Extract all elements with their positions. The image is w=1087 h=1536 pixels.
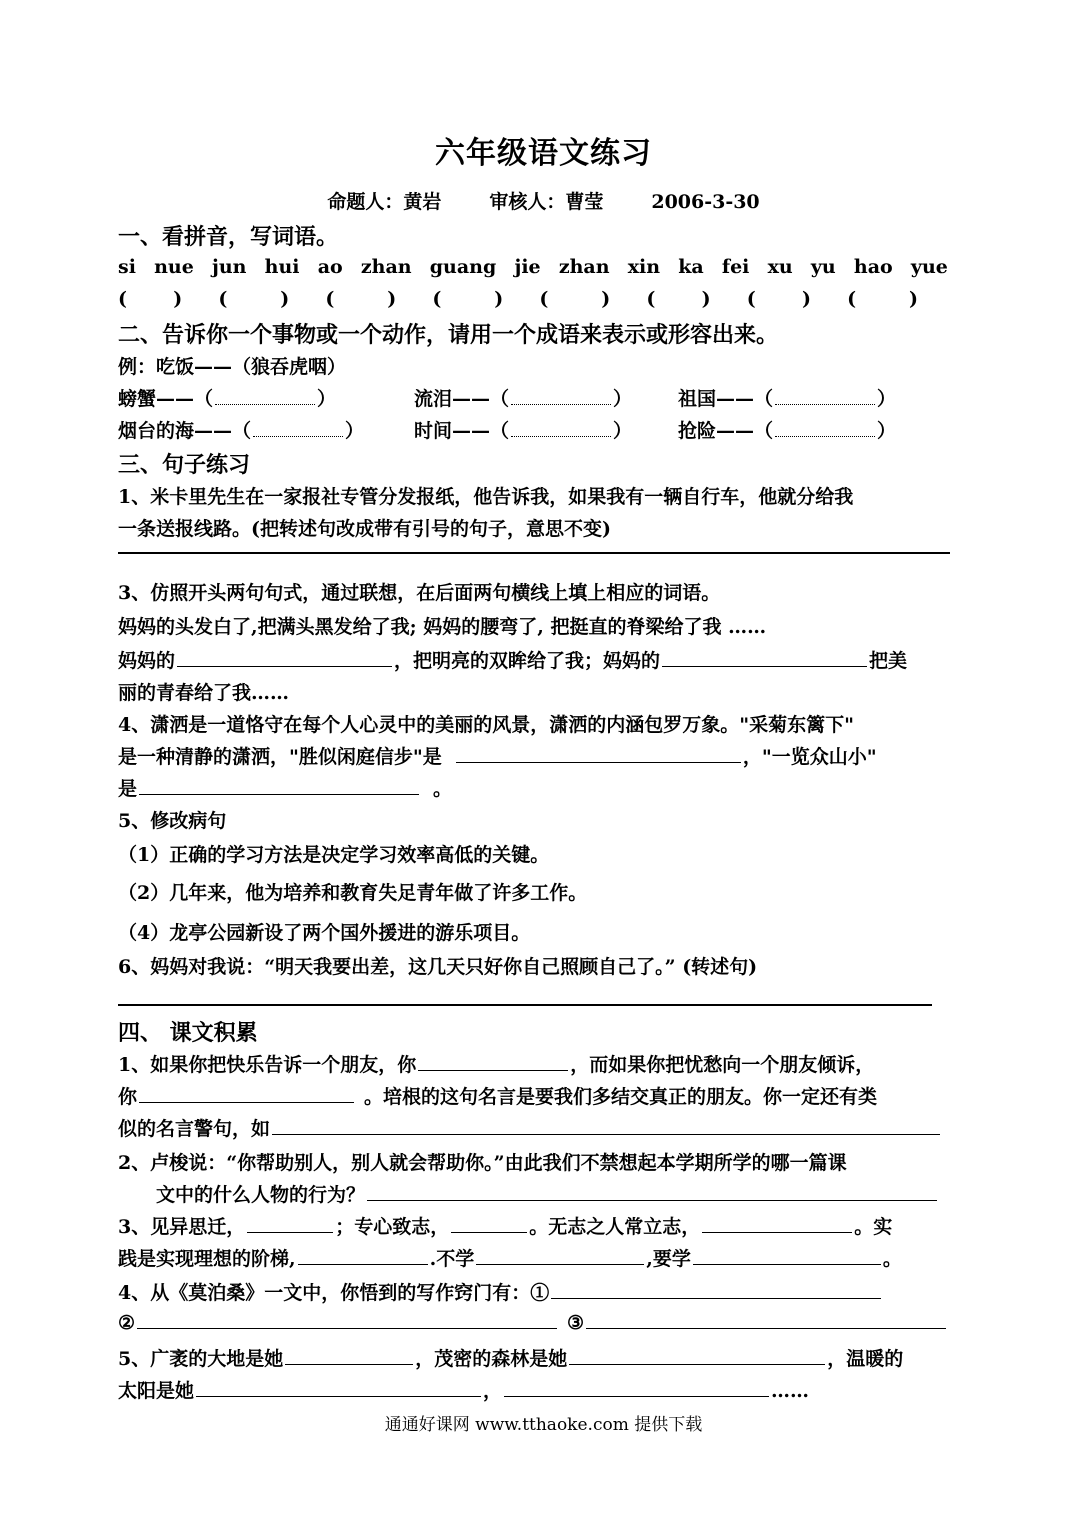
footer-credit: 通通好课网 www.tthaoke.com 提供下载 [384,1415,703,1435]
a2-line2: 文中的什么人物的行为？ [156,1180,939,1207]
answer-blank[interactable] [451,1231,527,1233]
answer-line[interactable] [118,1004,932,1006]
q3-line3: 妈妈的 ，把明亮的双眸给了我；妈妈的 把美 [118,650,908,672]
q3-line2: 妈妈的头发白了,把满头黑发给了我; 妈妈的腰弯了, 把挺直的脊梁给了我 …… [118,616,767,638]
idiom-item: 螃蟹——（ ） [118,388,337,410]
pinyin-syllable: hao [853,256,893,278]
answer-blank[interactable]: ( ) [646,288,711,310]
a1-line1: 1、如果你把快乐告诉一个朋友，你 ，而如果你把忧愁向一个朋友倾诉， [118,1054,875,1076]
q3-line1: 3、仿照开头两句句式，通过联想，在后面两句横线上填上相应的词语。 [118,582,721,604]
pinyin-syllable: nue [154,256,194,278]
pinyin-syllable: hui [264,256,300,278]
section2-example: 例：吃饭——（狼吞虎咽） [118,356,347,378]
answer-blank[interactable]: ( ) [218,288,290,310]
answer-blank[interactable] [662,665,867,667]
answer-blank[interactable] [456,761,741,763]
answer-blank[interactable] [139,1101,354,1103]
answer-blank[interactable] [504,1395,769,1397]
q1-line2: 一条送报线路。(把转述句改成带有引号的句子，意思不变) [118,518,611,540]
a4-line1: 4、从《莫泊桑》一文中，你悟到的写作窍门有：① [118,1278,883,1305]
q5-item2: （2）几年来，他为培养和教育失足青年做了许多工作。 [118,882,588,904]
pinyin-syllable: zhan [360,256,412,278]
q6-line: 6、妈妈对我说：“明天我要出差，这几天只好你自己照顾自己了。” (转述句) [118,956,758,978]
setter: 命题人：黄岩 [327,191,442,213]
q5-heading: 5、修改病句 [118,810,227,832]
answer-blank[interactable] [418,1069,568,1071]
pinyin-syllable: zhan [558,256,610,278]
answer-line[interactable] [118,552,950,554]
q5-item1: （1）正确的学习方法是决定学习效率高低的关键。 [118,844,550,866]
answer-blank[interactable] [298,1263,428,1265]
answer-blank[interactable] [586,1327,946,1329]
answer-blank[interactable] [285,1363,413,1365]
answer-blank[interactable] [196,1395,481,1397]
answer-parens-row [118,288,918,310]
answer-blank[interactable] [569,1363,825,1365]
pinyin-syllable: xu [767,256,793,278]
answer-blank[interactable] [272,1133,940,1135]
page-title: 六年级语文练习 [435,136,652,171]
idiom-item: 时间——（ ） [414,420,633,442]
section4-heading: 四、 课文积累 [118,1020,258,1046]
q4-line2: 是一种清静的潇洒，"胜似闲庭信步"是 ，"一览众山小" [118,746,877,768]
answer-blank[interactable] [476,1263,644,1265]
pinyin-row [118,256,948,278]
answer-blank[interactable] [177,665,392,667]
pinyin-syllable: jie [514,256,541,278]
answer-blank[interactable] [139,793,419,795]
a5-line2: 太阳是她 ， …… [118,1380,810,1402]
pinyin-syllable: ao [317,256,343,278]
answer-blank[interactable] [702,1231,852,1233]
pinyin-syllable: jun [211,256,247,278]
answer-blank[interactable]: ( ) [746,288,811,310]
a1-line3: 似的名言警句，如 [118,1114,942,1141]
reviewer: 审核人：曹莹 [489,191,604,213]
pinyin-syllable: guang [429,256,497,278]
a3-line2: 践是实现理想的阶梯, .不学 ,要学 。 [118,1248,902,1270]
answer-blank[interactable] [367,1199,937,1201]
q3-line4: 丽的青春给了我…… [118,682,290,704]
answer-blank[interactable] [247,1231,333,1233]
answer-blank[interactable]: ( ) [118,288,183,310]
answer-blank[interactable]: ( ) [847,288,918,310]
a2-line1: 2、卢梭说：“你帮助别人，别人就会帮助你。”由此我们不禁想起本学期所学的哪一篇课 [118,1152,847,1174]
a5-line1: 5、广袤的大地是她 ，茂密的森林是她 ，温暖的 [118,1348,904,1370]
section1-heading: 一、看拼音，写词语。 [118,224,339,250]
pinyin-syllable: fei [721,256,750,278]
a3-line1: 3、见异思迁， ；专心致志， 。无志之人常立志， 。实 [118,1216,893,1238]
answer-blank[interactable]: ( ) [539,288,611,310]
answer-blank[interactable] [693,1263,881,1265]
pinyin-syllable: si [118,256,136,278]
idiom-item: 烟台的海——（ ） [118,420,365,442]
section2-heading: 二、告诉你一个事物或一个动作，请用一个成语来表示或形容出来。 [118,322,779,348]
answer-blank[interactable]: ( ) [432,288,504,310]
author-line [0,187,1087,214]
a4-line2: ② ③ [118,1312,948,1334]
pinyin-syllable: yue [910,256,948,278]
q4-line3: 是 。 [118,778,453,800]
q4-line1: 4、潇洒是一道恪守在每个人心灵中的美丽的风景，潇洒的内涵包罗万象。"采菊东篱下" [118,714,855,736]
section3-heading: 三、句子练习 [118,452,251,478]
q5-item4: （4）龙亭公园新设了两个国外援进的游乐项目。 [118,922,531,944]
a1-line2: 你 。培根的这句名言是要我们多结交真正的朋友。你一定还有类 [118,1086,878,1108]
answer-blank[interactable] [551,1297,881,1299]
answer-blank[interactable]: ( ) [325,288,397,310]
idiom-item: 流泪——（ ） [414,388,633,410]
pinyin-syllable: yu [810,256,836,278]
pinyin-syllable: xin [627,256,661,278]
pinyin-syllable: ka [678,256,704,278]
date: 2006-3-30 [651,191,760,213]
idiom-item: 祖国——（ ） [678,388,897,410]
q1-line1: 1、米卡里先生在一家报社专管分发报纸，他告诉我，如果我有一辆自行车，他就分给我 [118,486,854,508]
idiom-item: 抢险——（ ） [678,420,897,442]
answer-blank[interactable] [137,1327,557,1329]
